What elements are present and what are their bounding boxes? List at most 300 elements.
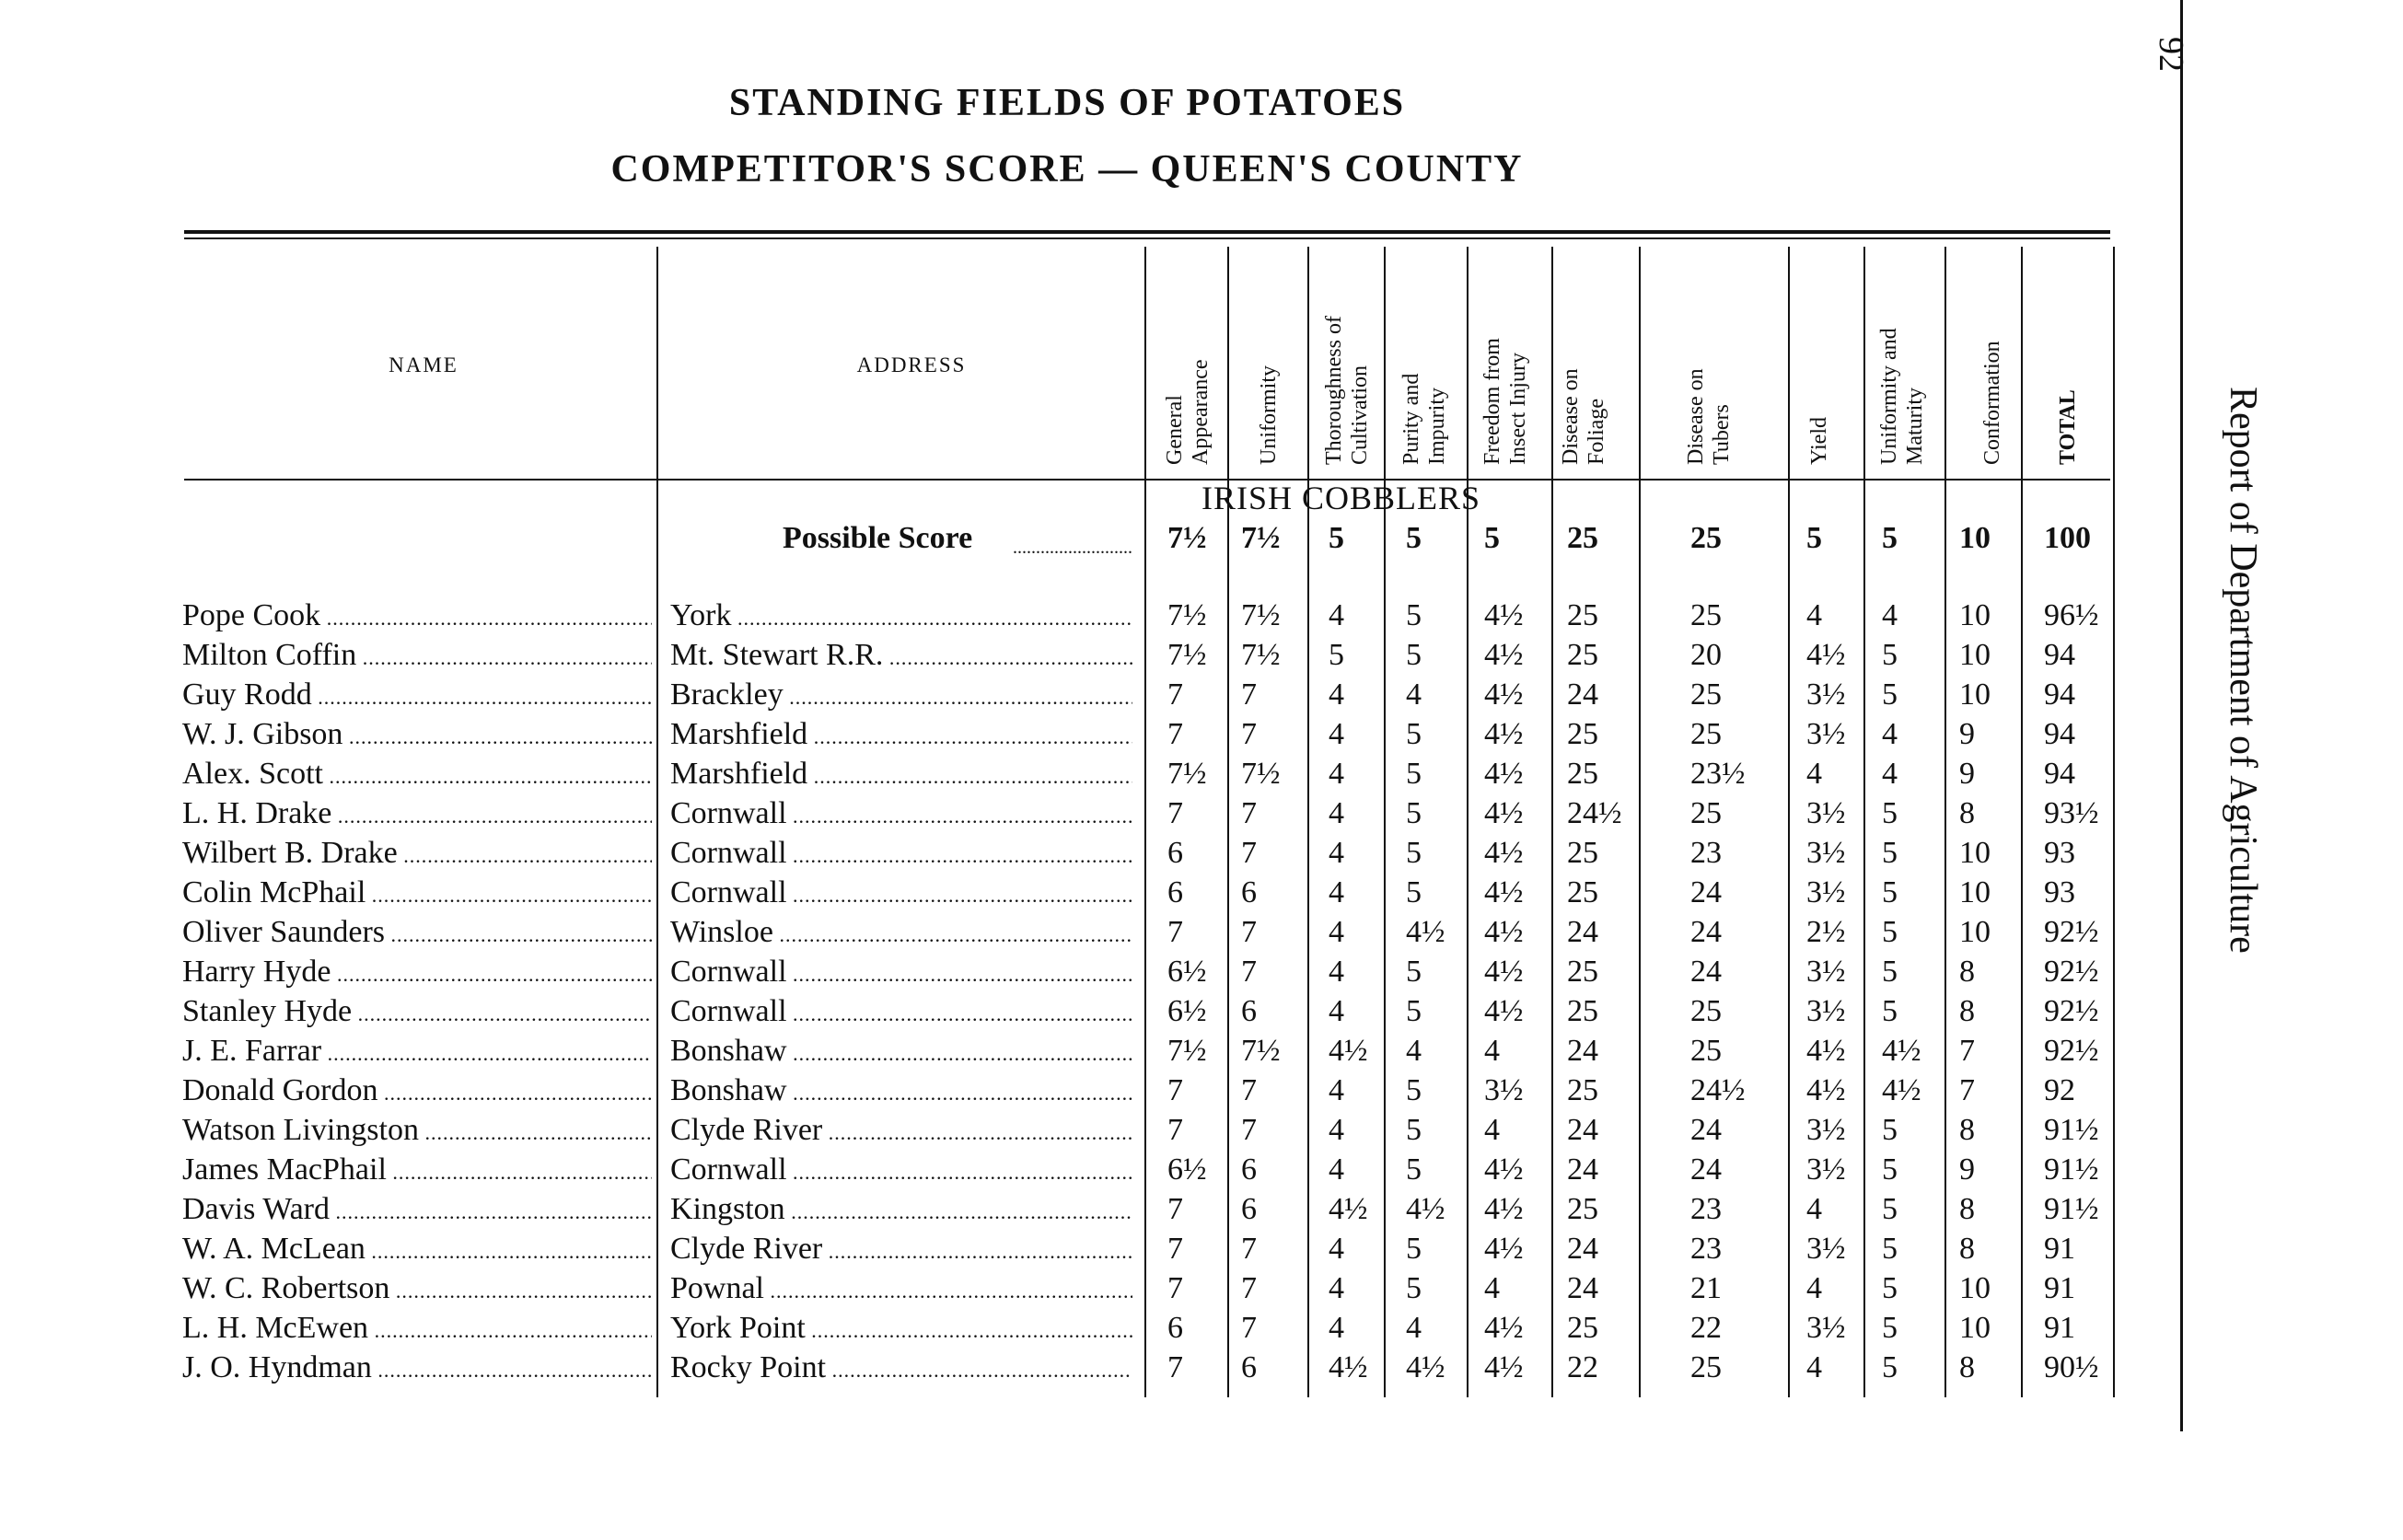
page-number: 92 <box>2152 37 2190 72</box>
score-cell: 5 <box>1882 677 1898 712</box>
table-row <box>0 1271 2145 1311</box>
score-cell: 24 <box>1567 677 1598 712</box>
score-cell: 7 <box>1241 677 1257 712</box>
criteria-header: General Appearance <box>1163 359 1213 465</box>
score-cell: 91 <box>2044 1311 2075 1345</box>
score-cell: 5 <box>1882 1113 1898 1147</box>
score-cell: 92½ <box>2044 994 2099 1028</box>
score-cell: 3½ <box>1806 994 1846 1028</box>
score-cell: 4 <box>1806 598 1822 632</box>
score-cell: 25 <box>1690 1350 1722 1384</box>
score-cell: 92½ <box>2044 955 2099 989</box>
score-cell: 23 <box>1690 1192 1722 1226</box>
criteria-header: Uniformity and Maturity <box>1877 328 1927 465</box>
competitor-name: W. C. Robertson ..... <box>182 1271 652 1306</box>
score-cell: 7 <box>1241 1271 1257 1305</box>
possible-score-value: 10 <box>1959 521 1991 555</box>
score-cell: 24½ <box>1567 796 1622 830</box>
score-cell: 5 <box>1882 796 1898 830</box>
score-cell: 7 <box>1167 1073 1183 1107</box>
competitor-name: Milton Coffin ..... <box>182 638 652 673</box>
competitor-name: Colin McPhail ..... <box>182 875 652 910</box>
score-cell: 10 <box>1959 677 1991 712</box>
score-cell: 22 <box>1690 1311 1722 1345</box>
table-row <box>0 1192 2145 1232</box>
score-cell: 7½ <box>1167 638 1207 672</box>
score-cell: 21 <box>1690 1271 1722 1305</box>
competitor-name: Harry Hyde ..... <box>182 955 652 990</box>
score-cell: 7 <box>1241 955 1257 989</box>
score-cell: 5 <box>1406 836 1422 870</box>
score-cell: 7 <box>1241 836 1257 870</box>
score-cell: 8 <box>1959 955 1975 989</box>
score-cell: 4 <box>1329 875 1344 909</box>
score-cell: 25 <box>1567 1192 1598 1226</box>
score-cell: 4 <box>1806 757 1822 791</box>
score-cell: 4½ <box>1329 1192 1368 1226</box>
score-cell: 4 <box>1406 1034 1422 1068</box>
score-cell: 8 <box>1959 1232 1975 1266</box>
competitor-address: Bonshaw ..... <box>670 1073 1132 1108</box>
score-cell: 4½ <box>1329 1034 1368 1068</box>
competitor-name: J. O. Hyndman ..... <box>182 1350 652 1385</box>
score-cell: 4½ <box>1484 638 1524 672</box>
score-cell: 4 <box>1329 677 1344 712</box>
score-cell: 4 <box>1329 915 1344 949</box>
competitor-name: Alex. Scott ..... <box>182 757 652 792</box>
competitor-address: Cornwall ..... <box>670 1152 1132 1187</box>
table-row <box>0 875 2145 915</box>
score-cell: 24 <box>1690 1152 1722 1187</box>
score-cell: 7 <box>1167 1113 1183 1147</box>
score-cell: 10 <box>1959 1271 1991 1305</box>
score-cell: 6 <box>1241 994 1257 1028</box>
score-cell: 3½ <box>1806 955 1846 989</box>
score-cell: 7 <box>1167 796 1183 830</box>
score-cell: 22 <box>1567 1350 1598 1384</box>
table-row <box>0 994 2145 1034</box>
competitor-address: Marshfield ..... <box>670 717 1132 752</box>
score-cell: 5 <box>1406 796 1422 830</box>
score-cell: 7 <box>1241 915 1257 949</box>
competitor-address: Winsloe ..... <box>670 915 1132 950</box>
table-row <box>0 757 2145 796</box>
possible-score-value: 5 <box>1406 521 1422 555</box>
table-row <box>0 1034 2145 1073</box>
competitor-name: Stanley Hyde ..... <box>182 994 652 1029</box>
score-cell: 23½ <box>1690 757 1746 791</box>
score-cell: 7 <box>1167 915 1183 949</box>
score-cell: 8 <box>1959 1192 1975 1226</box>
score-cell: 24 <box>1690 955 1722 989</box>
score-cell: 7½ <box>1167 598 1207 632</box>
score-cell: 3½ <box>1806 1152 1846 1187</box>
score-cell: 25 <box>1567 1311 1598 1345</box>
score-cell: 24 <box>1567 1034 1598 1068</box>
score-cell: 3½ <box>1806 836 1846 870</box>
score-cell: 24 <box>1567 1152 1598 1187</box>
score-cell: 5 <box>1406 1113 1422 1147</box>
score-cell: 4½ <box>1882 1073 1921 1107</box>
score-cell: 6 <box>1167 1311 1183 1345</box>
score-cell: 7 <box>1167 1232 1183 1266</box>
score-cell: 4½ <box>1484 1232 1524 1266</box>
possible-score-value: 7½ <box>1167 521 1207 555</box>
score-cell: 5 <box>1882 1192 1898 1226</box>
score-cell: 4½ <box>1406 1192 1445 1226</box>
criteria-header: Uniformity <box>1257 365 1281 465</box>
score-cell: 4½ <box>1484 1350 1524 1384</box>
score-cell: 5 <box>1406 717 1422 751</box>
table-row <box>0 677 2145 717</box>
competitor-address: Clyde River ..... <box>670 1232 1132 1267</box>
score-cell: 25 <box>1690 677 1722 712</box>
score-cell: 25 <box>1567 994 1598 1028</box>
score-cell: 10 <box>1959 1311 1991 1345</box>
score-cell: 4 <box>1329 1271 1344 1305</box>
competitor-address: Marshfield ..... <box>670 757 1132 792</box>
competitor-address: Cornwall ..... <box>670 955 1132 990</box>
score-cell: 5 <box>1882 1271 1898 1305</box>
score-cell: 94 <box>2044 717 2075 751</box>
address-column-header: ADDRESS <box>856 353 967 376</box>
score-cell: 4 <box>1882 717 1898 751</box>
score-cell: 93 <box>2044 875 2075 909</box>
header-bottom-rule <box>184 479 2110 481</box>
score-cell: 4½ <box>1406 1350 1445 1384</box>
criteria-header: Thoroughness of Cultivation <box>1322 316 1372 465</box>
table-row <box>0 796 2145 836</box>
score-cell: 10 <box>1959 598 1991 632</box>
score-cell: 7 <box>1241 796 1257 830</box>
score-cell: 6½ <box>1167 994 1207 1028</box>
score-cell: 7 <box>1167 717 1183 751</box>
competitor-address: Mt. Stewart R.R. ..... <box>670 638 1132 673</box>
score-cell: 5 <box>1406 1232 1422 1266</box>
competitor-name: W. J. Gibson ..... <box>182 717 652 752</box>
competitor-address: York Point ..... <box>670 1311 1132 1346</box>
competitor-address: Cornwall ..... <box>670 875 1132 910</box>
score-cell: 8 <box>1959 1113 1975 1147</box>
name-column-header: NAME <box>389 353 459 376</box>
score-cell: 25 <box>1690 1034 1722 1068</box>
competitor-address: Rocky Point ..... <box>670 1350 1132 1385</box>
score-cell: 24 <box>1690 1113 1722 1147</box>
competitor-address: Pownal ..... <box>670 1271 1132 1306</box>
criteria-header: TOTAL <box>2056 389 2080 465</box>
score-cell: 7½ <box>1167 1034 1207 1068</box>
score-cell: 10 <box>1959 875 1991 909</box>
score-cell: 6 <box>1241 1152 1257 1187</box>
criteria-header: Yield <box>1807 417 1831 465</box>
table-row <box>0 1232 2145 1271</box>
score-cell: 25 <box>1567 836 1598 870</box>
table-row <box>0 1350 2145 1390</box>
competitor-name: L. H. McEwen ..... <box>182 1311 652 1346</box>
competitor-name: W. A. McLean ..... <box>182 1232 652 1267</box>
score-cell: 25 <box>1690 598 1722 632</box>
score-cell: 4 <box>1484 1113 1500 1147</box>
score-cell: 91 <box>2044 1271 2075 1305</box>
competitor-address: Brackley ..... <box>670 677 1132 712</box>
score-cell: 24 <box>1567 915 1598 949</box>
score-cell: 4½ <box>1484 1152 1524 1187</box>
criteria-header: Disease on Foliage <box>1559 368 1608 465</box>
score-cell: 4 <box>1329 1152 1344 1187</box>
score-cell: 24 <box>1567 1113 1598 1147</box>
score-cell: 3½ <box>1806 677 1846 712</box>
score-cell: 4 <box>1882 598 1898 632</box>
score-cell: 3½ <box>1806 717 1846 751</box>
table-row <box>0 598 2145 638</box>
score-cell: 23 <box>1690 1232 1722 1266</box>
score-cell: 94 <box>2044 677 2075 712</box>
score-cell: 24 <box>1690 915 1722 949</box>
table-row <box>0 836 2145 875</box>
score-cell: 10 <box>1959 836 1991 870</box>
score-cell: 91½ <box>2044 1152 2099 1187</box>
score-cell: 25 <box>1567 757 1598 791</box>
score-cell: 4½ <box>1484 955 1524 989</box>
score-cell: 7 <box>1959 1073 1975 1107</box>
score-cell: 7½ <box>1241 1034 1281 1068</box>
score-cell: 3½ <box>1806 1311 1846 1345</box>
page-title: STANDING FIELDS OF POTATOES <box>728 82 1406 124</box>
score-cell: 4½ <box>1882 1034 1921 1068</box>
possible-score-value: 5 <box>1484 521 1500 555</box>
criteria-header: Purity and Impurity <box>1399 373 1449 465</box>
competitor-address: York ..... <box>670 598 1132 633</box>
possible-score-leader: .......................... <box>1013 538 1132 558</box>
score-cell: 25 <box>1567 598 1598 632</box>
score-cell: 4½ <box>1484 757 1524 791</box>
possible-score-value: 25 <box>1567 521 1598 555</box>
score-cell: 10 <box>1959 915 1991 949</box>
score-cell: 25 <box>1690 717 1722 751</box>
score-cell: 5 <box>1882 1232 1898 1266</box>
competitor-name: James MacPhail ..... <box>182 1152 652 1187</box>
score-cell: 92 <box>2044 1073 2075 1107</box>
score-cell: 7 <box>1959 1034 1975 1068</box>
score-cell: 91½ <box>2044 1192 2099 1226</box>
score-cell: 9 <box>1959 1152 1975 1187</box>
score-cell: 5 <box>1406 875 1422 909</box>
table-row <box>0 1113 2145 1152</box>
competitor-name: Guy Rodd ..... <box>182 677 652 712</box>
score-cell: 24½ <box>1690 1073 1746 1107</box>
score-cell: 4½ <box>1484 1311 1524 1345</box>
score-cell: 94 <box>2044 757 2075 791</box>
score-cell: 25 <box>1567 955 1598 989</box>
score-cell: 4 <box>1484 1034 1500 1068</box>
score-cell: 5 <box>1882 915 1898 949</box>
score-cell: 9 <box>1959 717 1975 751</box>
score-cell: 4 <box>1329 1232 1344 1266</box>
score-cell: 9 <box>1959 757 1975 791</box>
score-cell: 7 <box>1167 1192 1183 1226</box>
score-cell: 4 <box>1406 677 1422 712</box>
score-cell: 4 <box>1329 1113 1344 1147</box>
competitor-address: Cornwall ..... <box>670 796 1132 831</box>
sidebar-rule <box>2180 0 2183 1431</box>
possible-score-value: 5 <box>1806 521 1822 555</box>
score-cell: 5 <box>1882 955 1898 989</box>
possible-score-value: 25 <box>1690 521 1722 555</box>
score-cell: 93½ <box>2044 796 2099 830</box>
top-rule-thin <box>184 237 2110 239</box>
score-cell: 5 <box>1406 1152 1422 1187</box>
score-cell: 23 <box>1690 836 1722 870</box>
score-cell: 7½ <box>1167 757 1207 791</box>
score-cell: 94 <box>2044 638 2075 672</box>
score-cell: 5 <box>1329 638 1344 672</box>
score-cell: 6 <box>1241 1192 1257 1226</box>
score-cell: 91½ <box>2044 1113 2099 1147</box>
competitor-address: Cornwall ..... <box>670 836 1132 871</box>
score-cell: 5 <box>1882 1350 1898 1384</box>
score-cell: 4½ <box>1484 994 1524 1028</box>
criteria-header: Freedom from Insect Injury <box>1480 338 1530 465</box>
score-cell: 4 <box>1329 955 1344 989</box>
score-cell: 4 <box>1806 1192 1822 1226</box>
score-cell: 7½ <box>1241 638 1281 672</box>
score-cell: 3½ <box>1806 1113 1846 1147</box>
score-cell: 6 <box>1167 875 1183 909</box>
score-cell: 7 <box>1241 1073 1257 1107</box>
score-cell: 2½ <box>1806 915 1846 949</box>
score-cell: 3½ <box>1806 1232 1846 1266</box>
score-cell: 5 <box>1406 1271 1422 1305</box>
competitor-address: Bonshaw ..... <box>670 1034 1132 1069</box>
score-cell: 92½ <box>2044 915 2099 949</box>
competitor-name: Watson Livingston ..... <box>182 1113 652 1148</box>
score-cell: 24 <box>1567 1271 1598 1305</box>
score-cell: 4½ <box>1484 1192 1524 1226</box>
score-cell: 4½ <box>1806 638 1846 672</box>
table-row <box>0 955 2145 994</box>
criteria-header: Conformation <box>1980 341 2004 465</box>
competitor-name: L. H. Drake ..... <box>182 796 652 831</box>
table-row <box>0 1152 2145 1192</box>
score-cell: 24 <box>1567 1232 1598 1266</box>
score-cell: 7 <box>1241 1232 1257 1266</box>
score-cell: 25 <box>1567 638 1598 672</box>
score-cell: 10 <box>1959 638 1991 672</box>
possible-score-value: 5 <box>1329 521 1344 555</box>
score-cell: 4 <box>1806 1271 1822 1305</box>
score-cell: 4 <box>1329 717 1344 751</box>
score-cell: 4½ <box>1806 1034 1846 1068</box>
score-cell: 5 <box>1882 1152 1898 1187</box>
competitor-name: Wilbert B. Drake ..... <box>182 836 652 871</box>
score-cell: 91 <box>2044 1232 2075 1266</box>
table-row <box>0 1311 2145 1350</box>
score-cell: 8 <box>1959 994 1975 1028</box>
score-cell: 7 <box>1167 1350 1183 1384</box>
score-cell: 5 <box>1406 638 1422 672</box>
score-cell: 4 <box>1329 757 1344 791</box>
score-cell: 5 <box>1882 994 1898 1028</box>
score-cell: 4½ <box>1329 1350 1368 1384</box>
score-cell: 6½ <box>1167 955 1207 989</box>
competitor-name: Oliver Saunders ..... <box>182 915 652 950</box>
score-cell: 4½ <box>1484 836 1524 870</box>
possible-score-label: Possible Score <box>783 521 973 555</box>
running-head: Report of Department of Agriculture <box>2222 387 2264 954</box>
score-cell: 5 <box>1882 1311 1898 1345</box>
score-cell: 4½ <box>1484 915 1524 949</box>
score-cell: 7 <box>1241 1311 1257 1345</box>
score-cell: 25 <box>1567 1073 1598 1107</box>
table-row <box>0 915 2145 955</box>
possible-score-value: 5 <box>1882 521 1898 555</box>
score-cell: 7 <box>1241 1113 1257 1147</box>
page-subtitle: COMPETITOR'S SCORE — QUEEN'S COUNTY <box>610 148 1524 191</box>
possible-score-value: 100 <box>2044 521 2091 555</box>
top-rule-thick <box>184 230 2110 234</box>
score-cell: 3½ <box>1806 875 1846 909</box>
score-cell: 4½ <box>1484 875 1524 909</box>
score-cell: 93 <box>2044 836 2075 870</box>
score-cell: 4½ <box>1484 717 1524 751</box>
score-cell: 5 <box>1406 598 1422 632</box>
score-cell: 4 <box>1329 598 1344 632</box>
score-cell: 6 <box>1167 836 1183 870</box>
score-cell: 6 <box>1241 1350 1257 1384</box>
score-cell: 4 <box>1882 757 1898 791</box>
score-cell: 90½ <box>2044 1350 2099 1384</box>
section-label: IRISH COBBLERS <box>1202 480 1481 516</box>
score-cell: 25 <box>1690 994 1722 1028</box>
score-cell: 4 <box>1806 1350 1822 1384</box>
competitor-name: Pope Cook ..... <box>182 598 652 633</box>
competitor-name: J. E. Farrar ..... <box>182 1034 652 1069</box>
competitor-address: Clyde River ..... <box>670 1113 1132 1148</box>
score-cell: 7½ <box>1241 598 1281 632</box>
score-cell: 92½ <box>2044 1034 2099 1068</box>
table-row <box>0 1073 2145 1113</box>
possible-score-value: 7½ <box>1241 521 1281 555</box>
score-cell: 4½ <box>1484 796 1524 830</box>
score-cell: 25 <box>1567 717 1598 751</box>
score-cell: 4 <box>1329 994 1344 1028</box>
score-cell: 96½ <box>2044 598 2099 632</box>
competitor-address: Cornwall ..... <box>670 994 1132 1029</box>
score-cell: 24 <box>1690 875 1722 909</box>
score-cell: 5 <box>1406 1073 1422 1107</box>
score-cell: 3½ <box>1484 1073 1524 1107</box>
table-row <box>0 638 2145 677</box>
score-cell: 4 <box>1329 1311 1344 1345</box>
score-cell: 5 <box>1406 757 1422 791</box>
score-cell: 7 <box>1241 717 1257 751</box>
score-cell: 4½ <box>1484 598 1524 632</box>
table-row <box>0 717 2145 757</box>
score-cell: 3½ <box>1806 796 1846 830</box>
score-cell: 8 <box>1959 1350 1975 1384</box>
score-cell: 7½ <box>1241 757 1281 791</box>
score-cell: 6½ <box>1167 1152 1207 1187</box>
competitor-name: Donald Gordon ..... <box>182 1073 652 1108</box>
criteria-header: Disease on Tubers <box>1684 368 1734 465</box>
score-cell: 4 <box>1329 836 1344 870</box>
competitor-name: Davis Ward ..... <box>182 1192 652 1227</box>
score-cell: 7 <box>1167 677 1183 712</box>
score-cell: 4 <box>1406 1311 1422 1345</box>
score-cell: 7 <box>1167 1271 1183 1305</box>
score-cell: 5 <box>1882 875 1898 909</box>
score-cell: 6 <box>1241 875 1257 909</box>
